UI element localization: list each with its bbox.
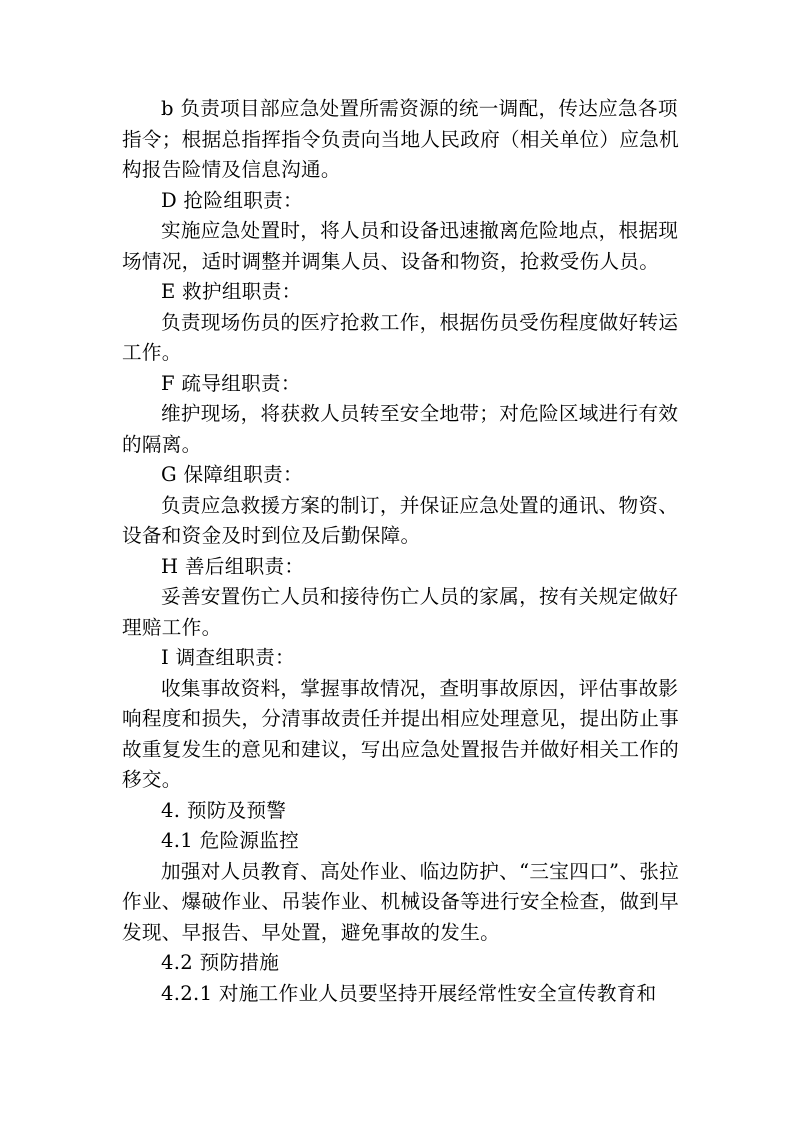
text-line: 发现、早报告、早处置，避免事故的发生。 [122, 920, 500, 944]
section-heading: 4. 预防及预警 [161, 798, 287, 822]
text-line: 实施应急处置时，将人员和设备迅速撤离危险地点，根据现 [161, 219, 679, 242]
text-line: 的隔离。 [122, 432, 202, 456]
text-line: 响程度和损失，分清事故责任并提出相应处理意见，提出防止事 [122, 707, 680, 730]
section-heading: G 保障组职责： [161, 463, 303, 486]
text-line: 指令；根据总指挥指令负责向当地人民政府（相关单位）应急机 [122, 127, 680, 151]
text-line: 工作。 [122, 341, 182, 364]
section-heading: H 善后组职责： [161, 554, 305, 578]
text-line: 4.2.1 对施工作业人员要坚持开展经常性安全宣传教育和 [161, 981, 657, 1005]
text-line: 构报告险情及信息沟通。 [122, 158, 341, 181]
section-heading: E 救护组职责： [161, 280, 302, 303]
text-line: 负责现场伤员的医疗抢救工作，根据伤员受伤程度做好转运 [161, 310, 679, 334]
text-line: 场情况，适时调整并调集人员、设备和物资，抢救受伤人员。 [122, 249, 660, 273]
text-line: b 负责项目部应急处置所需资源的统一调配，传达应急各项 [161, 97, 678, 120]
section-heading: I 调查组职责： [161, 646, 295, 669]
text-line: 移交。 [122, 768, 182, 791]
text-line: 妥善安置伤亡人员和接待伤亡人员的家属，按有关规定做好 [161, 585, 679, 608]
section-heading: D 抢险组职责： [161, 188, 303, 212]
text-line: 故重复发生的意见和建议，写出应急处置报告并做好相关工作的 [122, 737, 680, 761]
text-line: 加强对人员教育、高处作业、临边防护、“三宝四口”、张拉 [161, 859, 679, 883]
section-heading: 4.1 危险源监控 [161, 829, 300, 852]
section-heading: 4.2 预防措施 [161, 951, 280, 974]
text-line: 设备和资金及时到位及后勤保障。 [122, 524, 421, 547]
document-page [122, 94, 679, 1009]
section-heading: F 疏导组职责： [161, 371, 301, 395]
text-line: 作业、爆破作业、吊装作业、机械设备等进行安全检查，做到早 [122, 890, 680, 913]
text-line: 维护现场，将获救人员转至安全地带；对危险区域进行有效 [161, 402, 679, 425]
text-line: 收集事故资料，掌握事故情况，查明事故原因，评估事故影 [161, 676, 679, 700]
text-line: 理赔工作。 [122, 615, 222, 639]
text-line: 负责应急救援方案的制订，并保证应急处置的通讯、物资、 [161, 493, 679, 517]
